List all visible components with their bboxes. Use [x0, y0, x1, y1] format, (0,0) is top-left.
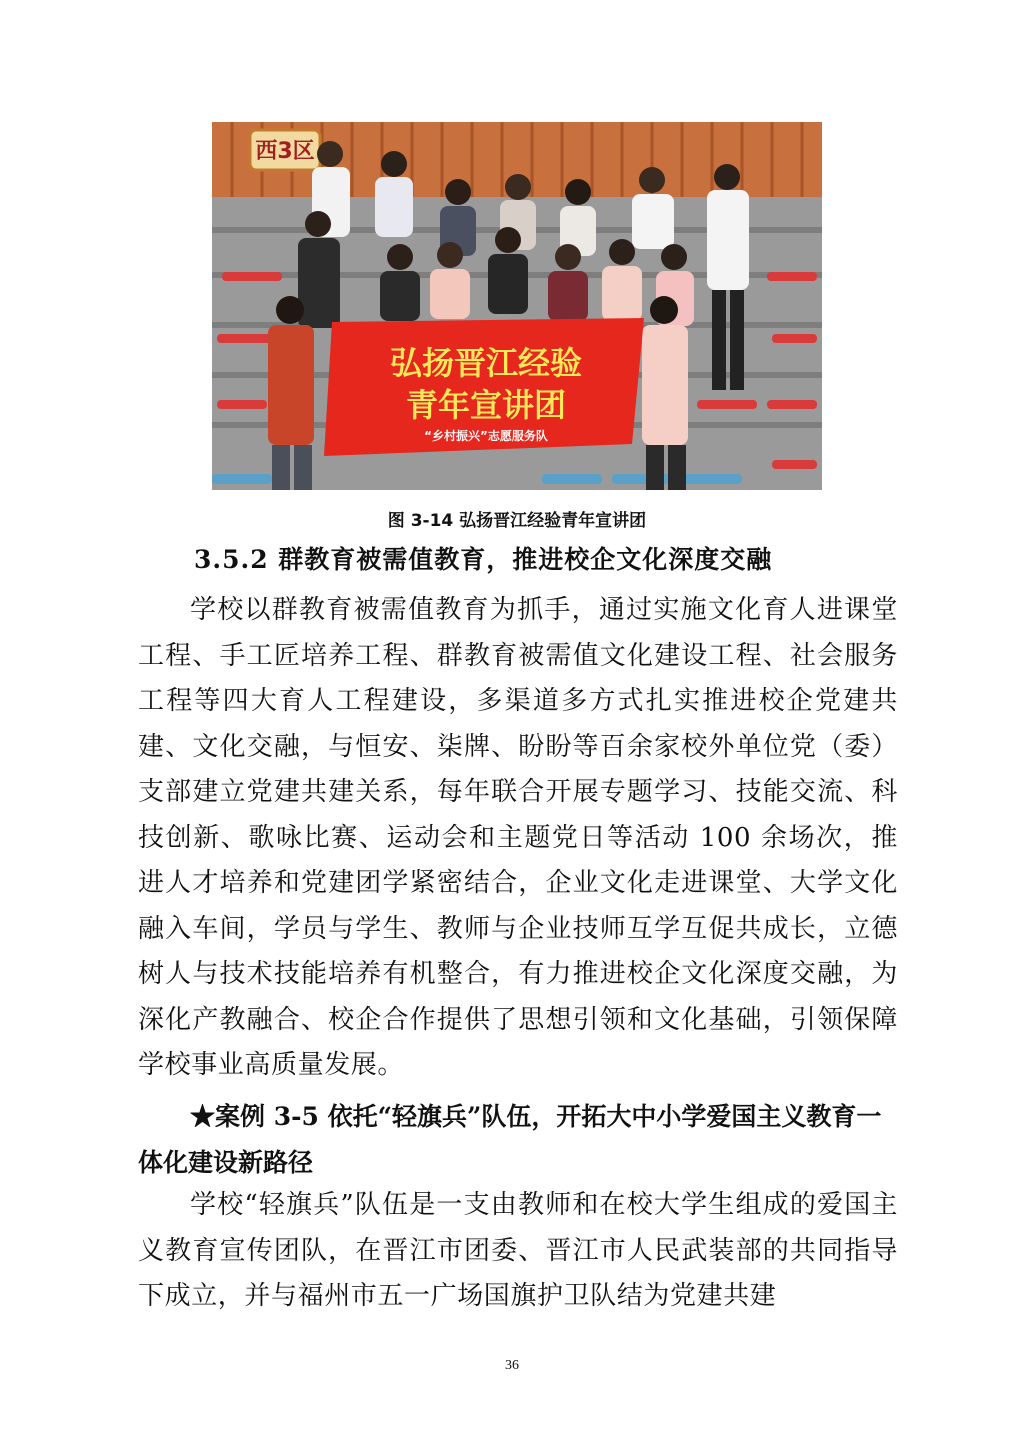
sign-text: 西3区	[255, 139, 315, 164]
figure-caption: 图 3-14 弘扬晋江经验青年宣讲团	[387, 511, 647, 531]
section-paragraph: 学校以群教育被需值教育为抓手，通过实施文化育人进课堂工程、手工匠培养工程、群教育被需值文化建设工程、社会服务工程等四大育人工程建设，多渠道多方式扎实推进校企党建共建、文化交融，与恒安、柒牌、盼盼等百余家校外单位党（委）支部建立党建共建关系，每年联合开展专题学习、技能交流、科技创新、歌咏比赛、运动会和主题党日等活动 100 余场次，推进人才培养和党建团学紧密结合，企业文化走进课堂、大学文化融入车间，学员与学生、教师与企业技师互学互促共成长，立德树人与技术技能培养有机整合，有力推进校企文化深度交融，为深化产教融合、校企合作提供了思想引领和文化基础，引领保障学校事业高质量发展。	[138, 595, 898, 1080]
page-number: 36	[505, 1358, 519, 1373]
banner-subtitle: “乡村振兴”志愿服务队	[424, 429, 548, 443]
section-heading: 3.5.2 群教育被需值教育，推进校企文化深度交融	[194, 545, 773, 574]
case-title: ★案例 3-5 依托“轻旗兵”队伍，开拓大中小学爱国主义教育一体化建设新路径	[138, 1102, 882, 1177]
group-photo	[212, 122, 822, 490]
banner-line2: 青年宣讲团	[405, 386, 567, 424]
case-paragraph: 学校“轻旗兵”队伍是一支由教师和在校大学生组成的爱国主义教育宣传团队，在晋江市团委、晋江市人民武装部的共同指导下成立，并与福州市五一广场国旗护卫队结为党建共建	[138, 1190, 898, 1311]
banner-line1: 弘扬晋江经验	[389, 344, 583, 382]
